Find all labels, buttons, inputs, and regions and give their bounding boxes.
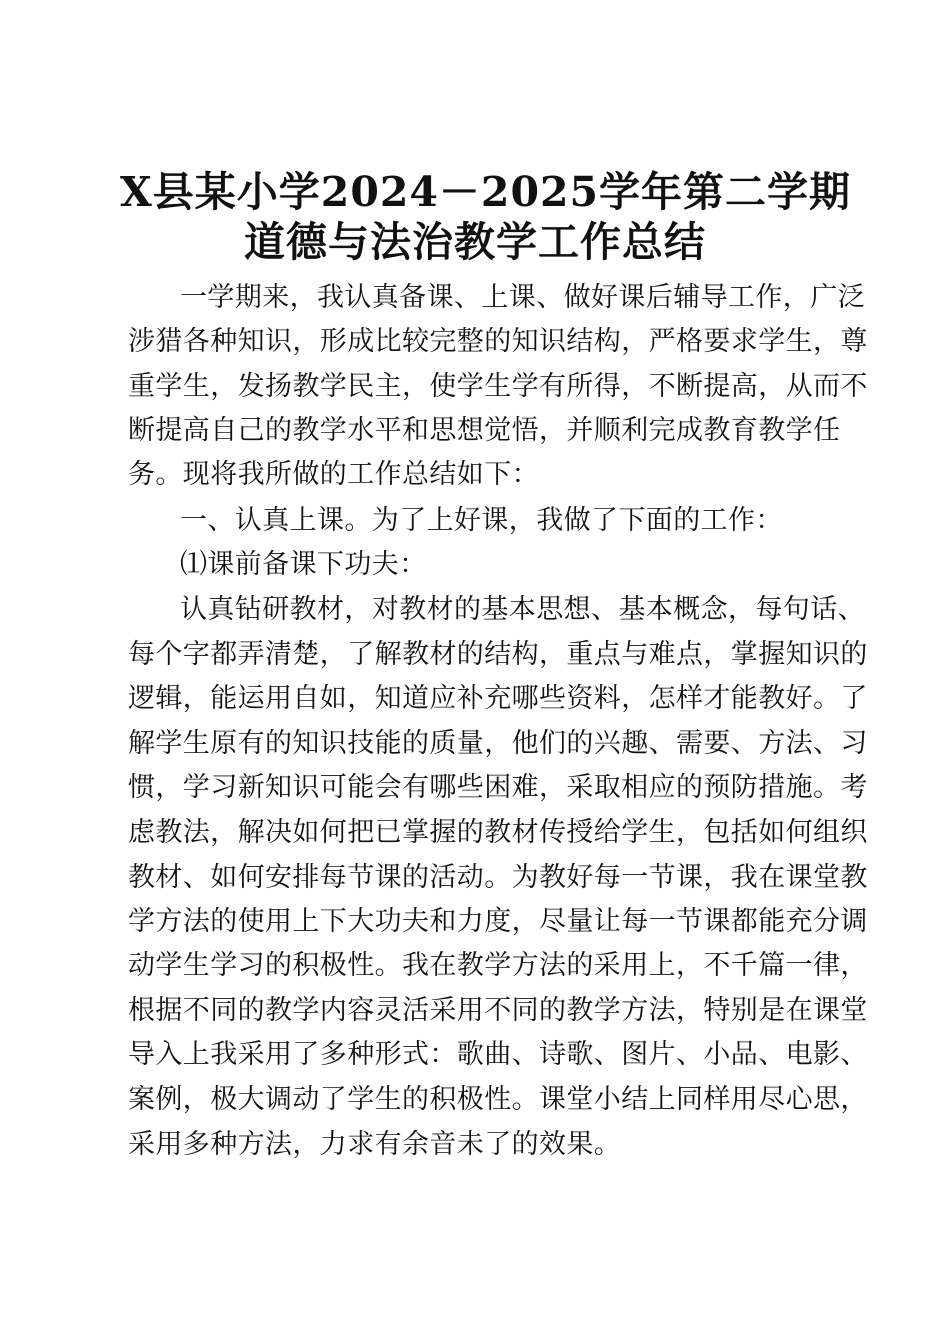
paragraph-line: 根据不同的教学内容灵活采用不同的教学方法，特别是在课堂 xyxy=(128,995,868,1026)
paragraph-line: 虑教法，解决如何把已掌握的教材传授给学生，包括如何组织 xyxy=(128,817,868,848)
paragraph-line: 案例，极大调动了学生的积极性。课堂小结上同样用尽心思， xyxy=(128,1084,868,1115)
paragraph-line: 惯，学习新知识可能会有哪些困难，采取相应的预防措施。考 xyxy=(128,772,868,803)
paragraph-line: 认真钻研教材，对教材的基本思想、基本概念，每句话、 xyxy=(180,594,865,625)
paragraph-line: 断提高自己的教学水平和思想觉悟，并顺利完成教育教学任 xyxy=(128,415,841,446)
paragraph-line: 教材、如何安排每节课的活动。为教好每一节课，我在课堂教 xyxy=(128,862,868,893)
paragraph-line: 采用多种方法，力求有余音未了的效果。 xyxy=(128,1129,622,1160)
paragraph-line: 每个字都弄清楚，了解教材的结构，重点与难点，掌握知识的 xyxy=(128,639,868,670)
paragraph-line: 导入上我采用了多种形式：歌曲、诗歌、图片、小品、电影、 xyxy=(128,1039,868,1070)
document-title-line-2: 道德与法治教学工作总结 xyxy=(244,218,706,266)
paragraph-line: 学方法的使用上下大功夫和力度，尽量让每一节课都能充分调 xyxy=(128,906,868,937)
subsection-heading: ⑴课前备课下功夫： xyxy=(180,549,427,580)
paragraph-line: 解学生原有的知识技能的质量，他们的兴趣、需要、方法、习 xyxy=(128,728,868,759)
paragraph-line: 逻辑，能运用自如，知道应补充哪些资料，怎样才能教好。了 xyxy=(128,683,868,714)
section-heading: 一、认真上课。为了上好课，我做了下面的工作： xyxy=(180,505,783,536)
paragraph-line: 重学生，发扬教学民主，使学生学有所得，不断提高，从而不 xyxy=(128,371,868,402)
paragraph-line: 动学生学习的积极性。我在教学方法的采用上，不千篇一律， xyxy=(128,950,868,981)
paragraph-line: 涉猎各种知识，形成比较完整的知识结构，严格要求学生，尊 xyxy=(128,326,868,357)
paragraph-line: 务。现将我所做的工作总结如下： xyxy=(128,459,539,490)
paragraph-line: 一学期来，我认真备课、上课、做好课后辅导工作，广泛 xyxy=(180,282,865,313)
document-title-line-1: X县某小学2024－2025学年第二学期 xyxy=(120,168,852,216)
